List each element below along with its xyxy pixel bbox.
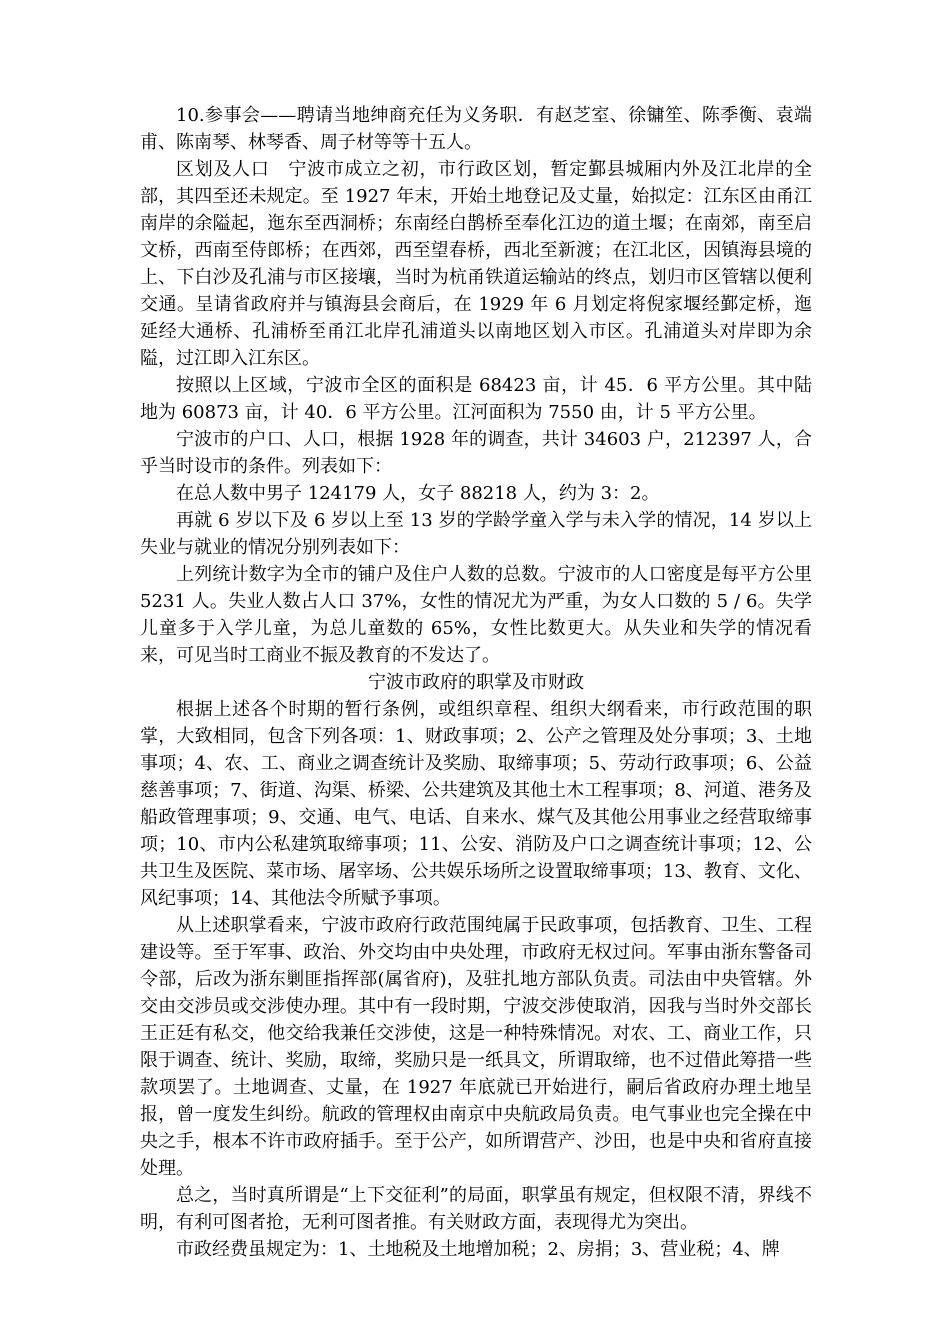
paragraph-school-employment: 再就 6 岁以下及 6 岁以上至 13 岁的学龄学童入学与未入学的情况，14 岁以上失业与就业的情况分别列表如下： [140,510,812,558]
paragraph-area: 按照以上区域，宁波市全区的面积是 68423 亩，计 45．6 平方公里。其中陆地为 60873 亩，计 40．6 平方公里。江河面积为 7550 由，计 5 平方公里。 [140,375,812,423]
paragraph-council: 10.参事会——聘请当地绅商充任为义务职．有赵芝室、徐镛笙、陈季衡、袁端甫、陈南琴、林琴香、周子材等等十五人。 [140,105,812,153]
paragraph-districts: 区划及人口 宁波市成立之初，市行政区划，暂定鄞县城厢内外及江北岸的全部，其四至还未规定。至 1927 年末，开始土地登记及丈量，始拟定：江东区由甬江南岸的余隘起，迤东至西洞桥；东南经白鹊桥至奉化江边的道土堰；在南郊，南至启文桥，西南至侍郎桥；在西郊，西至望春桥，西北至新渡；在江北区，因镇海县境的上、下白沙及孔浦与市区接壤，当时为杭甬铁道运输站的终点，划归市区管辖以便利交通。呈请省政府并与镇海县会商后，在 1929 年 6 月划定将倪家堰经鄞定桥，迤延经大通桥、孔浦桥至甬江北岸孔浦道头以南地区划入市区。孔浦道头对岸即为余隘，过江即入江东区。 [140,159,812,369]
paragraph-finance: 市政经费虽规定为：1、土地税及土地增加税；2、房捐；3、营业税；4、牌 [176,1239,780,1260]
document-page [140,102,812,1263]
paragraph-households: 宁波市的户口、人口，根据 1928 年的调查，共计 34603 户，212397 人，合乎当时设市的条件。列表如下： [140,429,812,477]
paragraph-density: 上列统计数字为全市的铺户及住户人数的总数。宁波市的人口密度是每平方公里 5231 人。失业人数占人口 37%，女性的情况尤为严重，为女人口数的 5 / 6。失学儿童多于入学儿童，为总儿童数的 65%，女性比数更大。从失业和失学的情况看来，可见当时工商业不振及教育的不发达了。 [140,564,812,666]
paragraph-summary: 总之，当时真所谓是“上下交征利”的局面，职掌虽有规定，但权限不清，界线不明，有利可图者抢，无利可图者推。有关财政方面，表现得尤为突出。 [140,1185,812,1233]
paragraph-scope: 从上述职掌看来，宁波市政府行政范围纯属于民政事项，包括教育、卫生、工程建设等。至于军事、政治、外交均由中央处理，市政府无权过问。军事由浙东警备司令部，后改为浙东剿匪指挥部(属省府)，及驻扎地方部队负责。司法由中央管辖。外交由交涉员或交涉使办理。其中有一段时期，宁波交涉使取消，因我与当时外交部长王正廷有私交，他交给我兼任交涉使，这是一种特殊情况。对农、工、商业工作，只限于调查、统计、奖励，取缔，奖励只是一纸具文，所谓取缔，也不过借此筹措一些款项罢了。土地调查、丈量，在 1927 年底就已开始进行，嗣后省政府办理土地呈报，曾一度发生纠纷。航政的管理权由南京中央航政局负责。电气事业也完全操在中央之手，根本不许市政府插手。至于公产，如所谓营产、沙田，也是中央和省府直接处理。 [140,915,812,1179]
section-heading: 宁波市政府的职掌及市财政 [368,672,584,693]
paragraph-duties: 根据上述各个时期的暂行条例，或组织章程、组织大纲看来，市行政范围的职掌，大致相同，包含下列各项：1、财政事项；2、公产之管理及处分事项；3、土地事项；4、农、工、商业之调查统计及奖励、取缔事项；5、劳动行政事项；6、公益慈善事项；7、街道、沟渠、桥梁、公共建筑及其他土木工程事项；8、河道、港务及船政管理事项；9、交通、电气、电话、自来水、煤气及其他公用事业之经营取缔事项；10、市内公私建筑取缔事项；11、公安、消防及户口之调查统计事项；12、公共卫生及医院、菜市场、屠宰场、公共娱乐场所之设置取缔事项；13、教育、文化、风纪事项；14、其他法令所赋予事项。 [140,699,812,909]
paragraph-gender-ratio: 在总人数中男子 124179 人，女子 88218 人，约为 3：2。 [176,483,660,504]
